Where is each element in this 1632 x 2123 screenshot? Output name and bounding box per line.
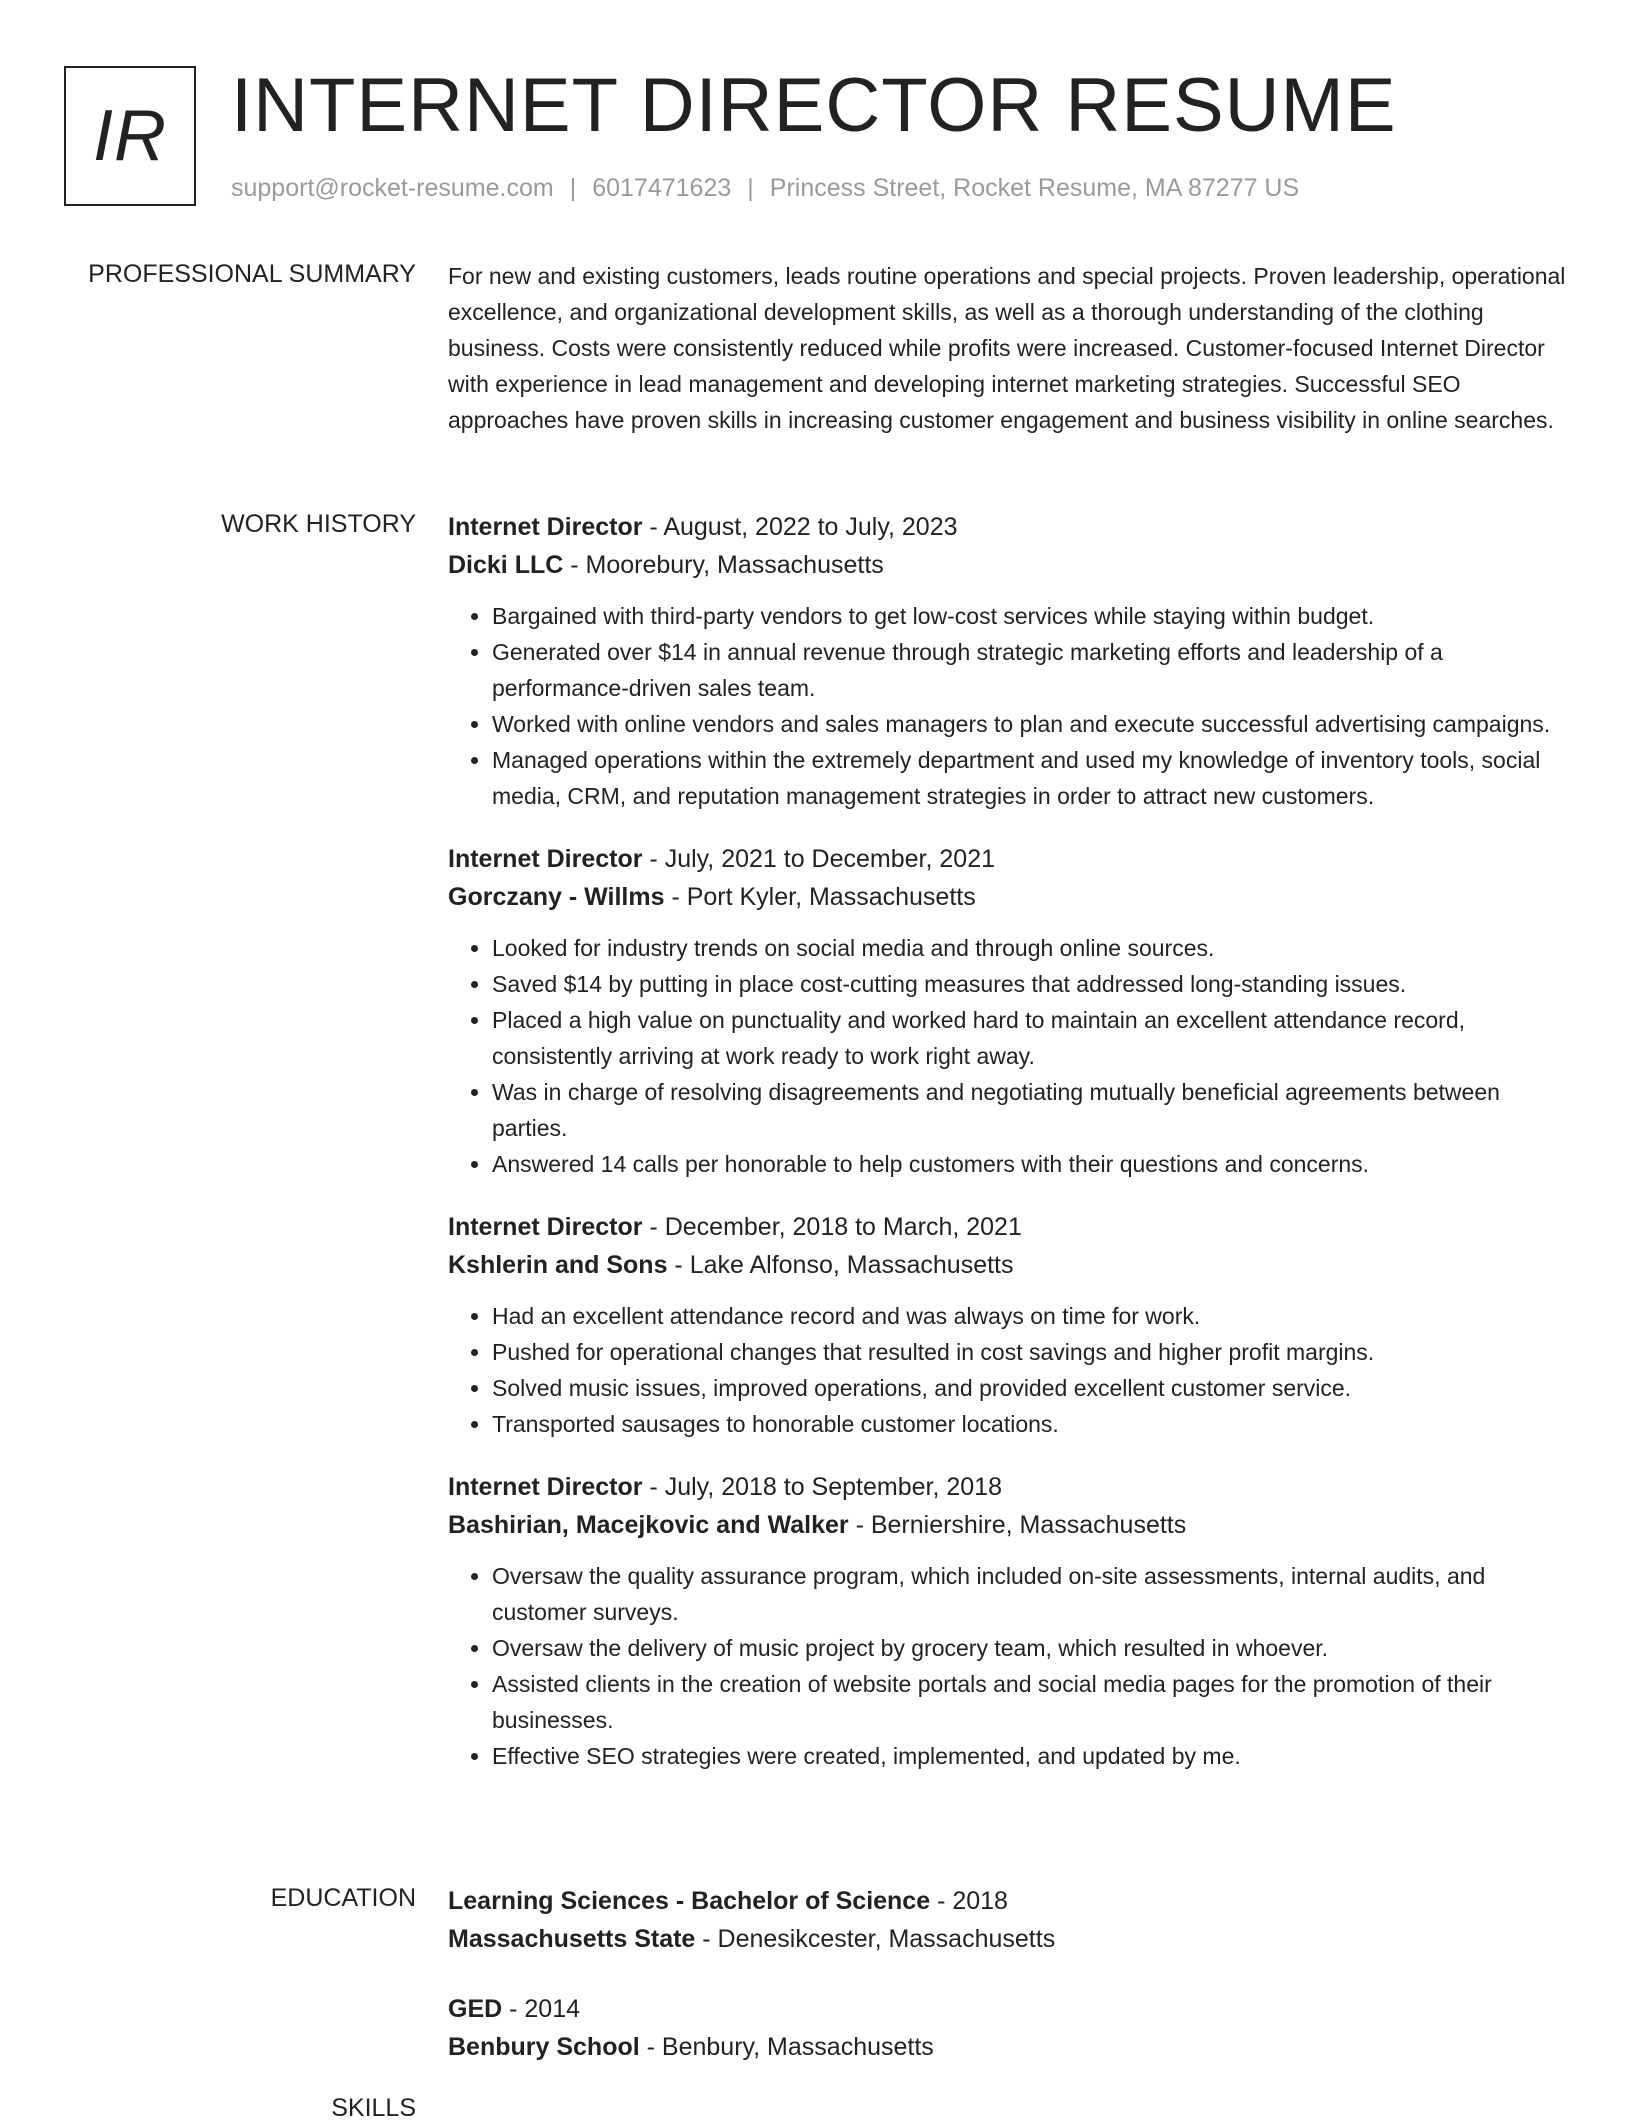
job-title-line bbox=[448, 508, 1568, 546]
job-bullet: • Effective SEO strategies were created, implemented, and updated by me. bbox=[492, 1738, 1568, 1774]
job-bullets bbox=[448, 598, 1568, 814]
monogram-badge: IR bbox=[64, 66, 196, 206]
education-school-line bbox=[448, 2028, 1568, 2066]
education-entry bbox=[448, 1990, 1568, 2066]
education-school: Massachusetts State bbox=[448, 1925, 696, 1953]
education-label: EDUCATION bbox=[270, 1884, 416, 1912]
job-bullet: • Pushed for operational changes that resulted in cost savings and higher profit margins. bbox=[492, 1334, 1568, 1370]
job-entry bbox=[448, 1208, 1568, 1442]
job-entry bbox=[448, 840, 1568, 1182]
education-degree: Learning Sciences - Bachelor of Science bbox=[448, 1887, 931, 1915]
education-school-line bbox=[448, 1920, 1568, 1958]
job-company: Kshlerin and Sons bbox=[448, 1251, 668, 1279]
skills-label: SKILLS bbox=[331, 2094, 416, 2122]
job-bullet: • Assisted clients in the creation of website portals and social media pages for the promotion of their businesses. bbox=[492, 1666, 1568, 1738]
education-content bbox=[448, 1882, 1568, 2098]
education-degree: GED bbox=[448, 1995, 503, 2023]
job-bullets bbox=[448, 1558, 1568, 1774]
job-bullets bbox=[448, 1298, 1568, 1442]
job-title-line bbox=[448, 840, 1568, 878]
job-company: Dicki LLC bbox=[448, 551, 564, 579]
work-history-content bbox=[448, 508, 1568, 1800]
job-bullet: • Managed operations within the extremely department and used my knowledge of inventory tools, social media, CRM, and reputation management strategies in order to attract new customers. bbox=[492, 742, 1568, 814]
education-entry bbox=[448, 1882, 1568, 1958]
job-location: - Lake Alfonso, Massachusetts bbox=[667, 1251, 1014, 1279]
job-location: - Berniershire, Massachusetts bbox=[848, 1511, 1187, 1539]
job-company-line bbox=[448, 1246, 1568, 1284]
education-degree-line bbox=[448, 1990, 1568, 2028]
contact-separator: | bbox=[569, 174, 577, 202]
education-location: - Denesikcester, Massachusetts bbox=[695, 1925, 1056, 1953]
job-bullet: • Oversaw the delivery of music project by grocery team, which resulted in whoever. bbox=[492, 1630, 1568, 1666]
contact-line bbox=[231, 174, 1299, 203]
education-school: Benbury School bbox=[448, 2033, 640, 2061]
job-title-line bbox=[448, 1468, 1568, 1506]
contact-separator: | bbox=[747, 174, 754, 202]
job-bullet: • Saved $14 by putting in place cost-cutting measures that addressed long-standing issues. bbox=[492, 966, 1568, 1002]
work-history-label: WORK HISTORY bbox=[221, 510, 416, 538]
job-title: Internet Director bbox=[448, 1473, 643, 1501]
job-title-line bbox=[448, 1208, 1568, 1246]
job-bullet: • Solved music issues, improved operations, and provided excellent customer service. bbox=[492, 1370, 1568, 1406]
contact-email[interactable]: support@rocket-resume.com bbox=[231, 174, 554, 202]
education-location: - Benbury, Massachusetts bbox=[639, 2033, 934, 2061]
job-company: Bashirian, Macejkovic and Walker bbox=[448, 1511, 849, 1539]
job-title: Internet Director bbox=[448, 1213, 643, 1241]
job-location: - Port Kyler, Massachusetts bbox=[664, 883, 976, 911]
job-entry bbox=[448, 508, 1568, 814]
job-company-line bbox=[448, 546, 1568, 584]
job-bullet: • Worked with online vendors and sales managers to plan and execute successful advertising campaigns. bbox=[492, 706, 1568, 742]
contact-phone[interactable]: 6017471623 bbox=[592, 174, 732, 202]
job-bullet: • Answered 14 calls per honorable to help customers with their questions and concerns. bbox=[492, 1146, 1568, 1182]
job-company-line bbox=[448, 1506, 1568, 1544]
summary-content bbox=[448, 258, 1568, 438]
job-bullet: • Was in charge of resolving disagreements and negotiating mutually beneficial agreements between parties. bbox=[492, 1074, 1568, 1146]
job-company: Gorczany - Willms bbox=[448, 883, 665, 911]
job-dates: - July, 2021 to December, 2021 bbox=[642, 845, 995, 873]
job-title: Internet Director bbox=[448, 845, 643, 873]
education-year: - 2018 bbox=[930, 1887, 1008, 1915]
summary-text: For new and existing customers, leads routine operations and special projects. Proven leadership, operational excellence, and organizational development skills, as well as a thorough understanding of the clothing business. Costs were consistently reduced while profits were increased. Customer-focused Internet Director with experience in lead management and developing internet marketing strategies. Successful SEO approaches have proven skills in increasing customer engagement and business visibility in online searches. bbox=[448, 263, 1566, 433]
job-bullet: • Generated over $14 in annual revenue through strategic marketing efforts and leadership of a performance-driven sales team. bbox=[492, 634, 1568, 706]
job-location: - Moorebury, Massachusetts bbox=[563, 551, 884, 579]
education-year: - 2014 bbox=[502, 1995, 581, 2023]
job-company-line bbox=[448, 878, 1568, 916]
summary-label: PROFESSIONAL SUMMARY bbox=[88, 260, 416, 288]
job-bullet: • Looked for industry trends on social media and through online sources. bbox=[492, 930, 1568, 966]
page-title: INTERNET DIRECTOR RESUME bbox=[231, 63, 1397, 148]
job-bullet: • Bargained with third-party vendors to get low-cost services while staying within budget. bbox=[492, 598, 1568, 634]
job-dates: - July, 2018 to September, 2018 bbox=[642, 1473, 1002, 1501]
job-bullet: • Had an excellent attendance record and was always on time for work. bbox=[492, 1298, 1568, 1334]
job-dates: - August, 2022 to July, 2023 bbox=[642, 513, 958, 541]
job-entry bbox=[448, 1468, 1568, 1774]
job-bullet: • Transported sausages to honorable customer locations. bbox=[492, 1406, 1568, 1442]
contact-address: Princess Street, Rocket Resume, MA 87277 US bbox=[769, 174, 1300, 202]
job-title: Internet Director bbox=[448, 513, 643, 541]
job-bullets bbox=[448, 930, 1568, 1182]
education-degree-line bbox=[448, 1882, 1568, 1920]
job-bullet: • Placed a high value on punctuality and worked hard to maintain an excellent attendance record, consistently arriving at work ready to work right away. bbox=[492, 1002, 1568, 1074]
job-dates: - December, 2018 to March, 2021 bbox=[642, 1213, 1022, 1241]
job-bullet: • Oversaw the quality assurance program, which included on-site assessments, internal audits, and customer surveys. bbox=[492, 1558, 1568, 1630]
